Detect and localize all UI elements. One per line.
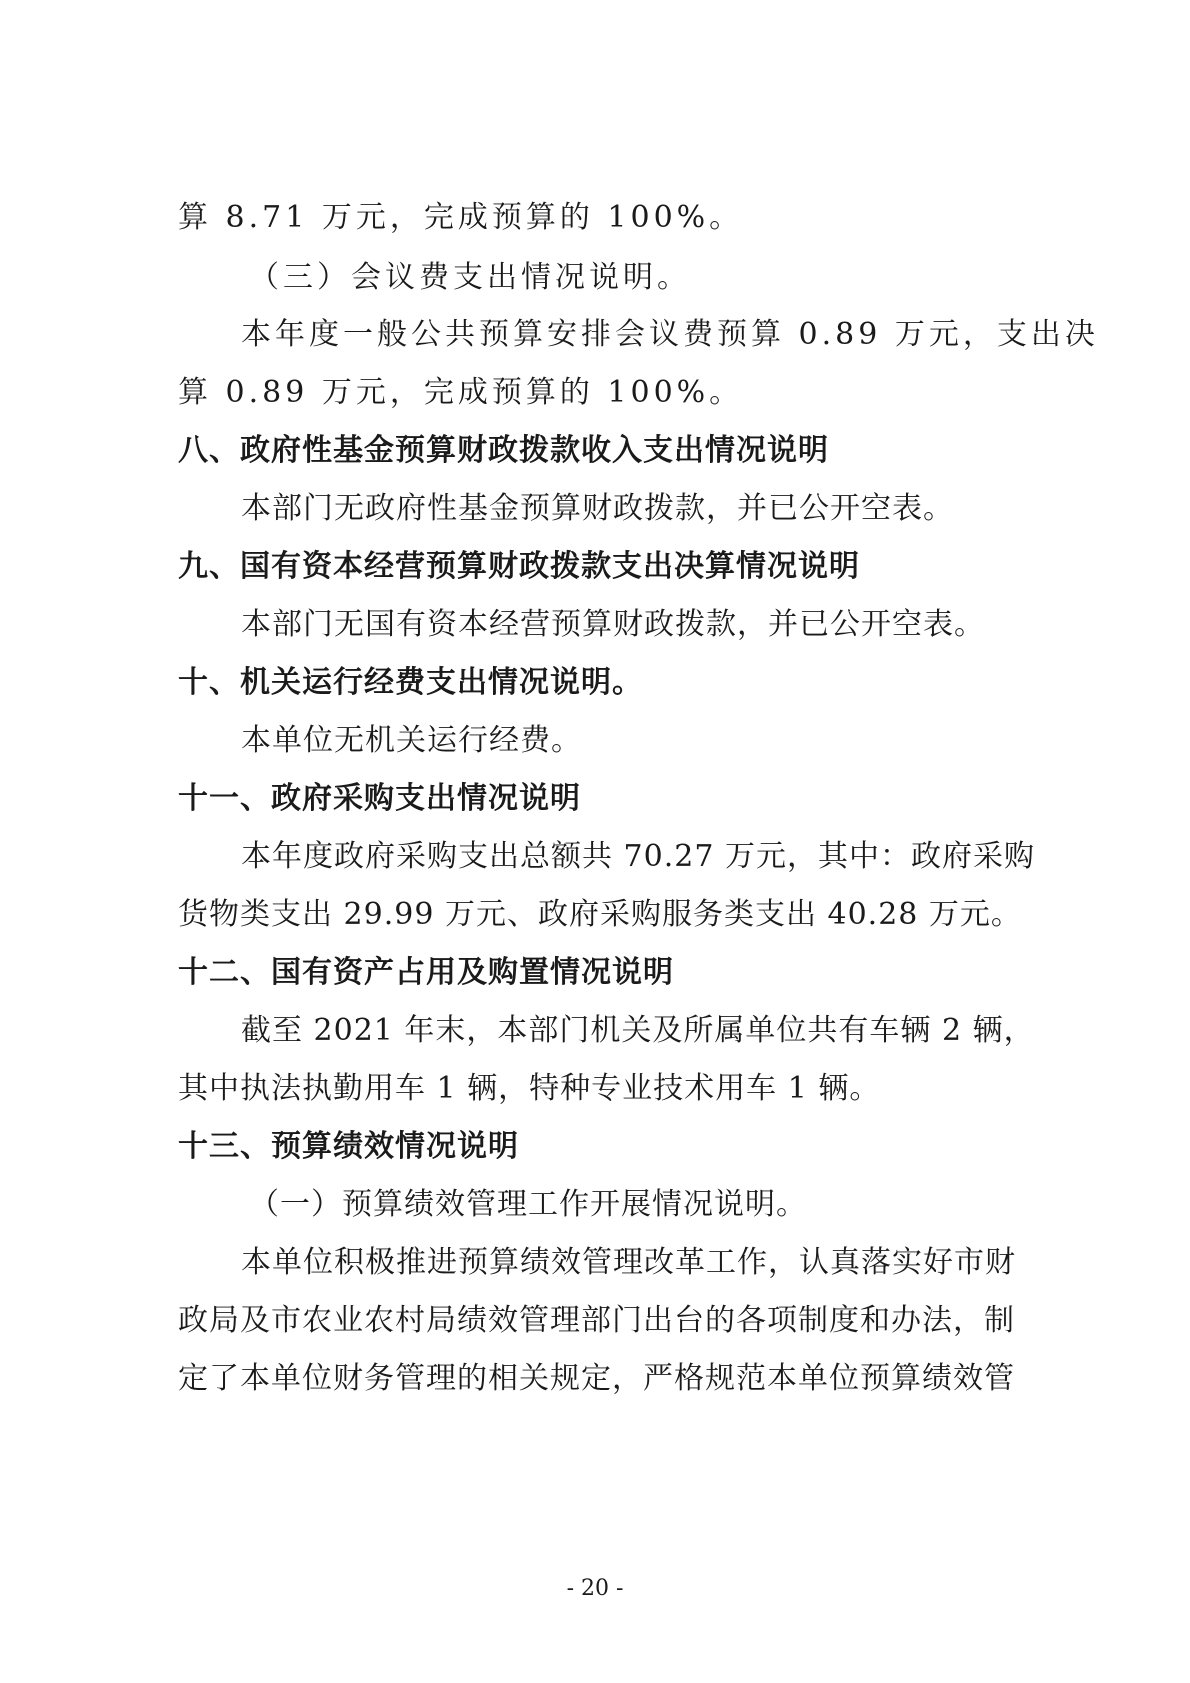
section-heading-10: 十、机关运行经费支出情况说明。 — [178, 665, 643, 700]
section-heading-11: 十一、政府采购支出情况说明 — [178, 781, 581, 816]
paragraph-line: 截至 2021 年末，本部门机关及所属单位共有车辆 2 辆， — [241, 1013, 1035, 1048]
section-heading-9: 九、国有资本经营预算财政拨款支出决算情况说明 — [178, 549, 860, 584]
paragraph-line: 算 8.71 万元，完成预算的 100%。 — [178, 200, 744, 235]
paragraph-line: 定了本单位财务管理的相关规定，严格规范本单位预算绩效管 — [178, 1361, 1015, 1396]
paragraph-line: 其中执法执勤用车 1 辆，特种专业技术用车 1 辆。 — [178, 1071, 881, 1106]
paragraph-line: 本单位无机关运行经费。 — [241, 723, 582, 758]
paragraph-line: 本单位积极推进预算绩效管理改革工作，认真落实好市财 — [241, 1245, 1016, 1280]
section-heading-8: 八、政府性基金预算财政拨款收入支出情况说明 — [178, 433, 829, 468]
section-heading-12: 十二、国有资产占用及购置情况说明 — [178, 955, 674, 990]
page-number: - 20 - — [566, 1576, 624, 1601]
subheading-performance-management: （一）预算绩效管理工作开展情况说明。 — [249, 1187, 807, 1222]
paragraph-line: 本年度政府采购支出总额共 70.27 万元，其中：政府采购 — [241, 839, 1035, 874]
paragraph-line: 本部门无政府性基金预算财政拨款，并已公开空表。 — [241, 491, 954, 526]
paragraph-line: 货物类支出 29.99 万元、政府采购服务类支出 40.28 万元。 — [178, 897, 1022, 932]
section-heading-13: 十三、预算绩效情况说明 — [178, 1129, 519, 1164]
paragraph-line: 本年度一般公共预算安排会议费预算 0.89 万元，支出决 — [241, 317, 1099, 352]
paragraph-line: 本部门无国有资本经营预算财政拨款，并已公开空表。 — [241, 607, 985, 642]
paragraph-line: 政局及市农业农村局绩效管理部门出台的各项制度和办法，制 — [178, 1303, 1015, 1338]
subheading-conference-fee: （三）会议费支出情况说明。 — [249, 260, 691, 295]
paragraph-line: 算 0.89 万元，完成预算的 100%。 — [178, 375, 744, 410]
